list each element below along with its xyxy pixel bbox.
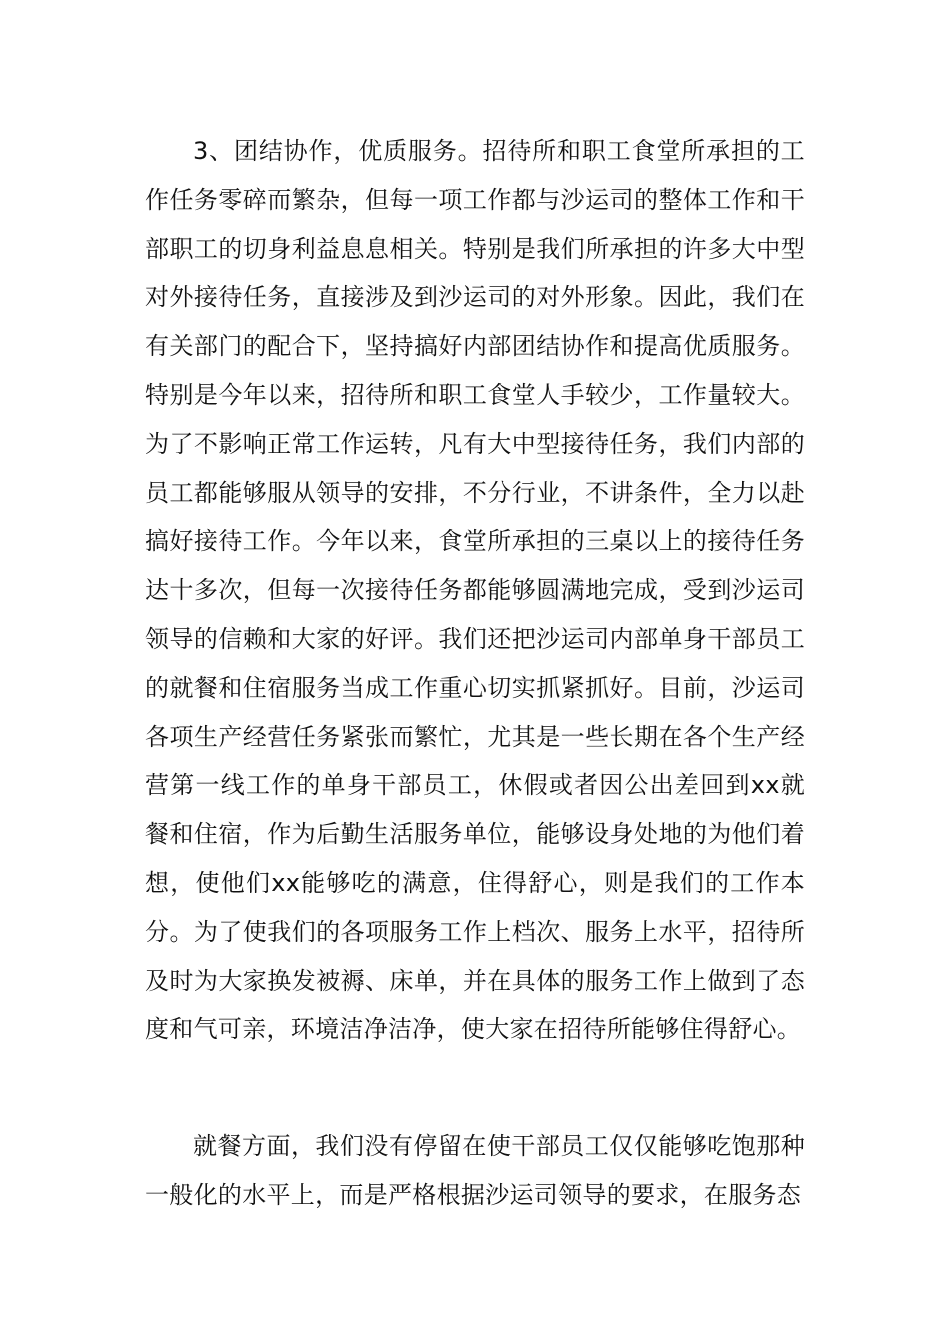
paragraph-service-cooperation: 3、团结协作，优质服务。招待所和职工食堂所承担的工作任务零碎而繁杂，但每一项工作都与沙运司的整体工作和干部职工的切身利益息息相关。特别是我们所承担的许多大中型对外接待任务，直接涉及到沙运司的对外形象。因此，我们在有关部门的配合下，坚持搞好内部团结协作和提高优质服务。特别是今年以来，招待所和职工食堂人手较少，工作量较大。为了不影响正常工作运转，凡有大中型接待任务，我们内部的员工都能够服从领导的安排，不分行业，不讲条件，全力以赴搞好接待工作。今年以来，食堂所承担的三桌以上的接待任务达十多次，但每一次接待任务都能够圆满地完成，受到沙运司领导的信赖和大家的好评。我们还把沙运司内部单身干部员工的就餐和住宿服务当成工作重心切实抓紧抓好。目前，沙运司各项生产经营任务紧张而繁忙，尤其是一些长期在各个生产经营第一线工作的单身干部员工，休假或者因公出差回到xx就餐和住宿，作为后勤生活服务单位，能够设身处地的为他们着想，使他们xx能够吃的满意，住得舒心，则是我们的工作本分。为了使我们的各项服务工作上档次、服务上水平，招待所及时为大家换发被褥、床单，并在具体的服务工作上做到了态度和气可亲，环境洁净洁净，使大家在招待所能够住得舒心。 <box>145 137 805 1044</box>
paragraph-dining: 就餐方面，我们没有停留在使干部员工仅仅能够吃饱那种一般化的水平上，而是严格根据沙运司领导的要求，在服务态 <box>145 1132 805 1209</box>
